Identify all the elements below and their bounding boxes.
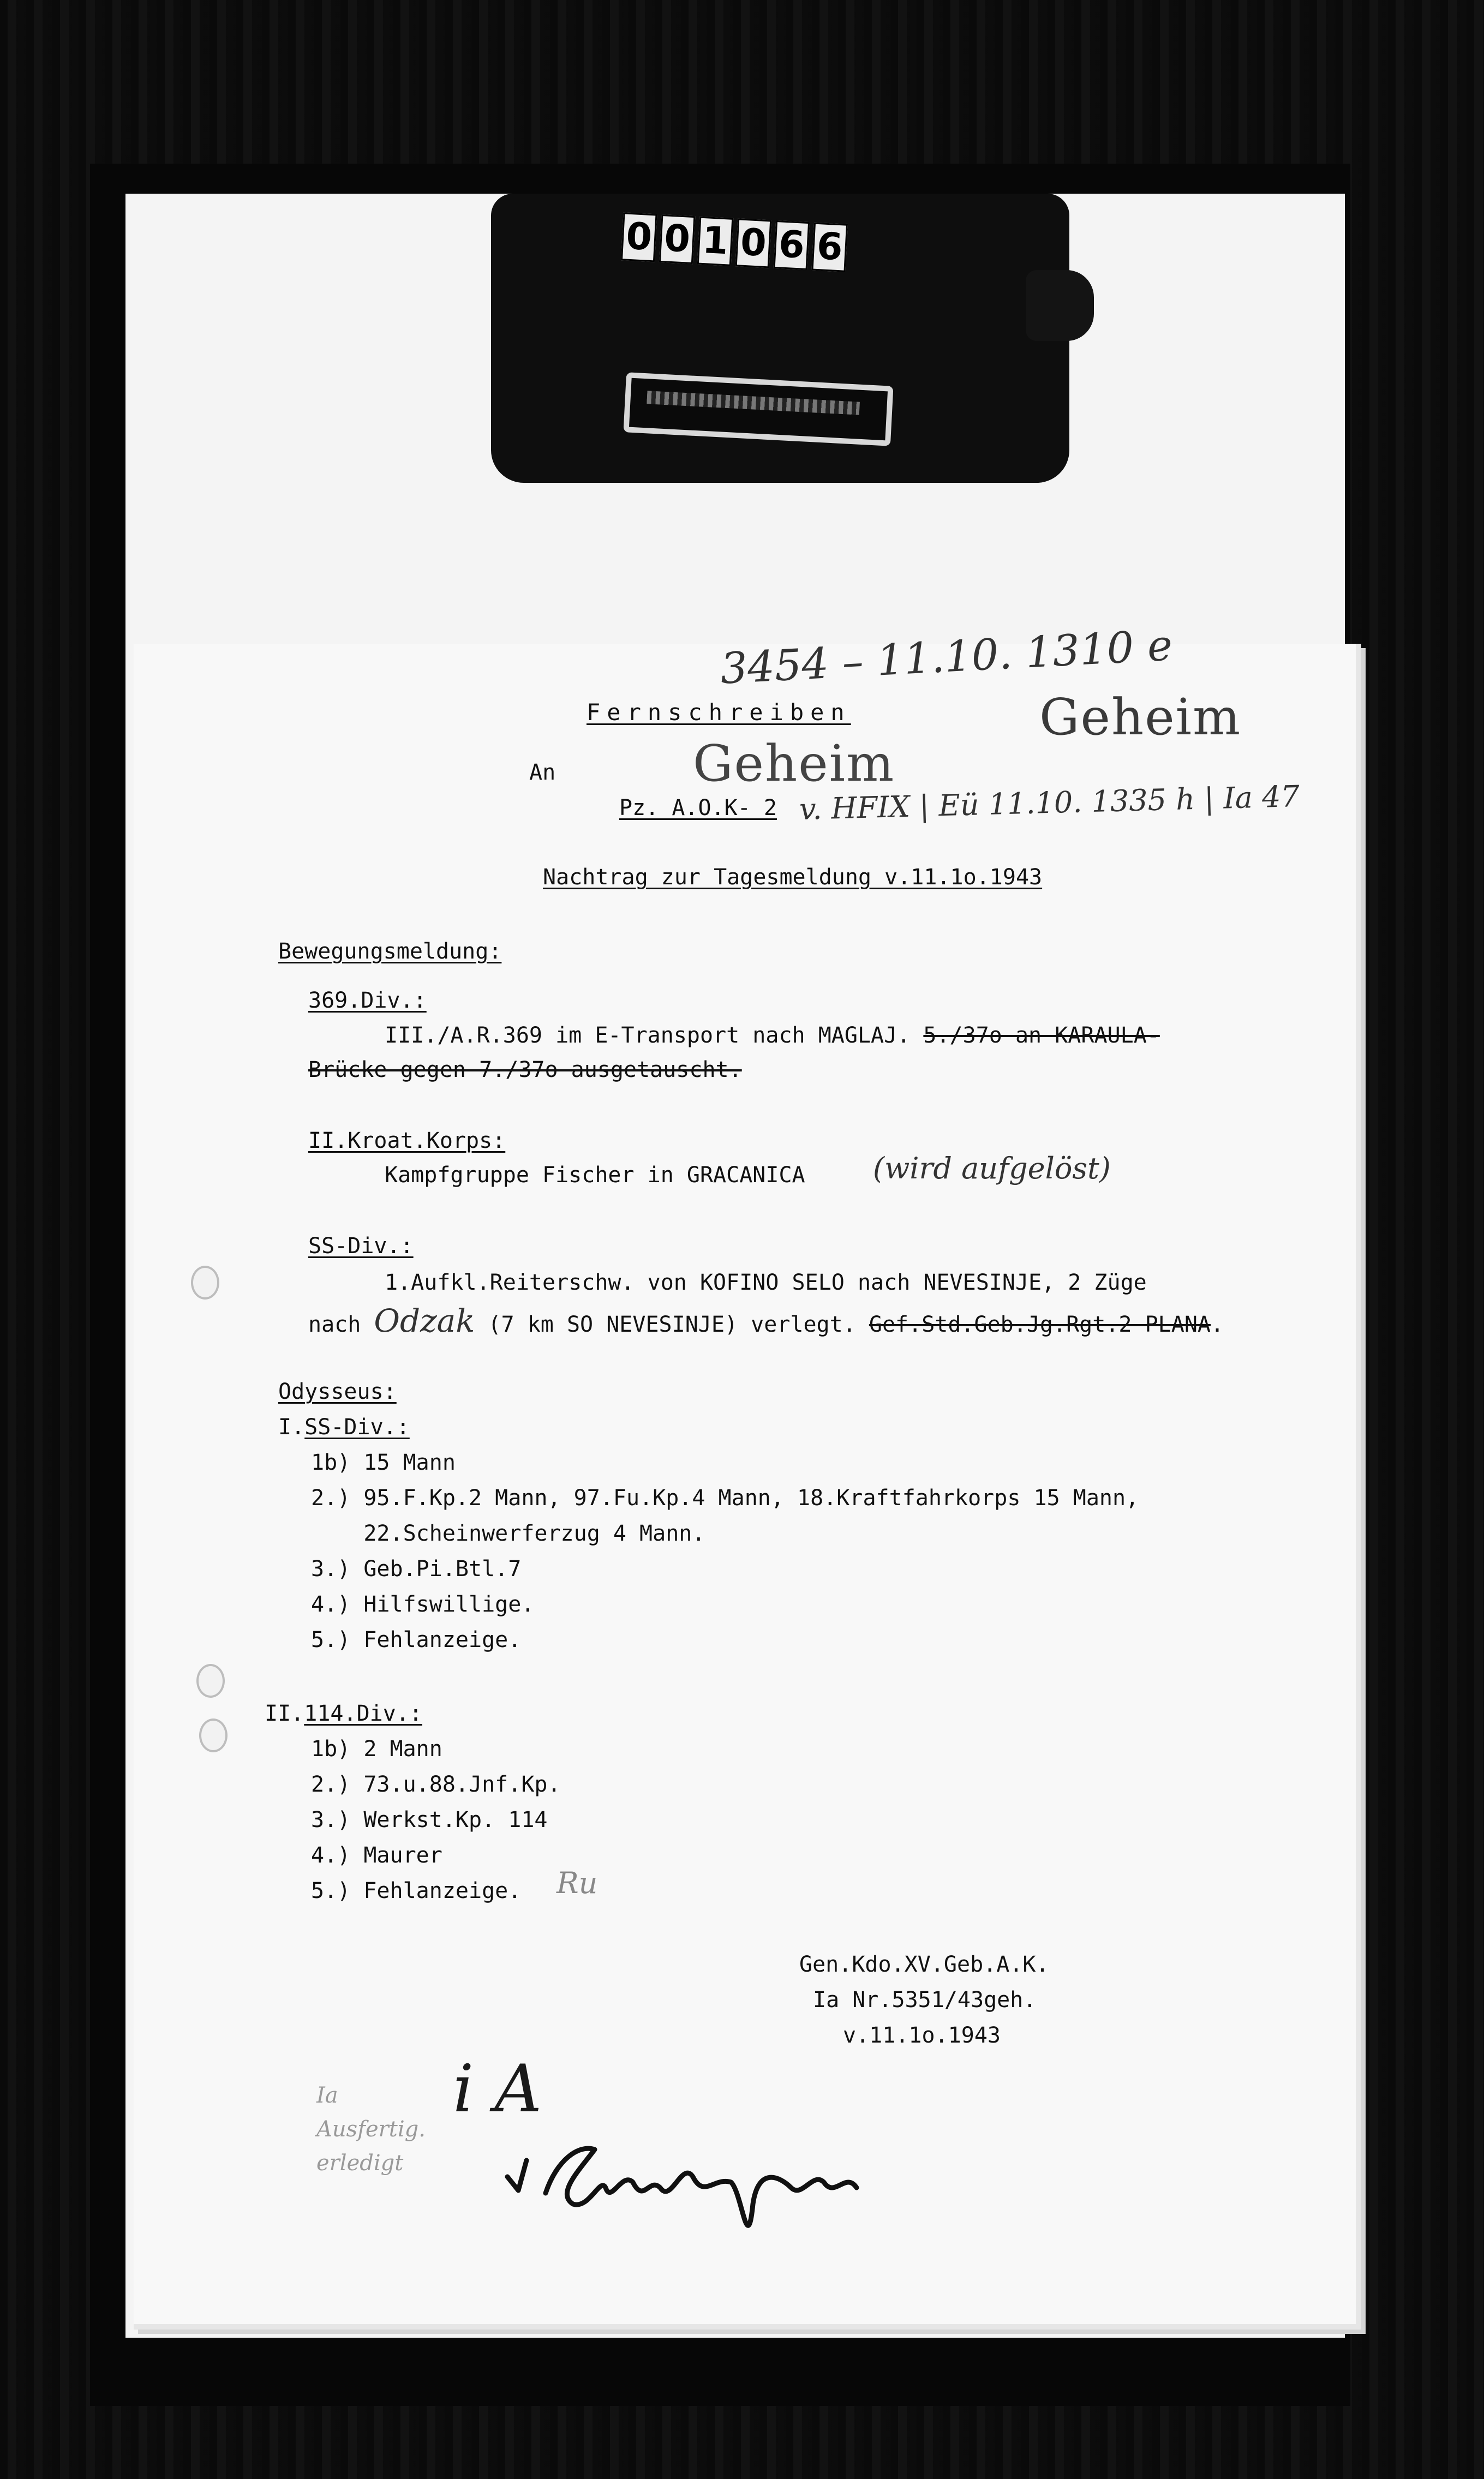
counter-digit: 6 xyxy=(774,220,810,270)
handwritten-ia: i A xyxy=(453,2051,542,2127)
handwritten-initials: Ru xyxy=(556,1866,598,1900)
receipt-note: v. HFIX | Eü 11.10. 1335 h | Ia 47 xyxy=(799,779,1300,827)
report-line: nach Odzak (7 km SO NEVESINJE) verlegt. Gef.Std.Geb.Jg.Rgt.2 PLANA. xyxy=(308,1302,1224,1339)
struck-text: Gef.Std.Geb.Jg.Rgt.2 PLANA xyxy=(869,1312,1211,1337)
margin-note: Ia Ausfertig. erledigt xyxy=(316,2083,426,2176)
list-item: 1b) 15 Mann xyxy=(311,1450,456,1475)
counter-digit: 1 xyxy=(697,217,734,266)
sender-line: Gen.Kdo.XV.Geb.A.K. xyxy=(799,1952,1049,1977)
report-line: 1.Aufkl.Reiterschw. von KOFINO SELO nach NEVESINJE, 2 Züge xyxy=(385,1270,1147,1295)
division-369-heading: 369.Div.: xyxy=(308,988,427,1013)
list-item: 5.) Fehlanzeige. xyxy=(311,1627,522,1652)
subject-line: Nachtrag zur Tagesmeldung v.11.1o.1943 xyxy=(543,865,1043,890)
struck-text: 5./37o an KARAULA- xyxy=(923,1023,1160,1048)
handwritten-place: Odzak xyxy=(374,1302,475,1339)
secret-stamp-center: Geheim xyxy=(693,734,895,793)
handwritten-reference: 3454 – 11.10. 1310 e xyxy=(719,621,1174,694)
report-line: III./A.R.369 im E-Transport nach MAGLAJ. 5./37o an KARAULA- xyxy=(385,1023,1160,1048)
group-heading: II.114.Div.: xyxy=(265,1701,422,1726)
list-item: 4.) Hilfswillige. xyxy=(311,1592,535,1617)
punch-hole xyxy=(196,1664,225,1698)
struck-text: Brücke gegen 7./37o ausgetauscht. xyxy=(308,1057,742,1082)
counter-slot-grille xyxy=(647,391,860,415)
list-item: 3.) Geb.Pi.Btl.7 xyxy=(311,1556,522,1582)
counter-digit: 6 xyxy=(811,223,848,272)
group-heading: I.SS-Div.: xyxy=(278,1415,410,1440)
list-item: 5.) Fehlanzeige. xyxy=(311,1878,522,1903)
recipient: Pz. A.O.K- 2 xyxy=(619,795,777,821)
section-heading-movement: Bewegungsmeldung: xyxy=(278,939,502,964)
recipient-label: An xyxy=(529,760,556,785)
sender-date: v.11.1o.1943 xyxy=(843,2023,1001,2048)
signature xyxy=(496,2095,889,2270)
document-title: Fernschreiben xyxy=(587,699,851,726)
list-item: 2.) 95.F.Kp.2 Mann, 97.Fu.Kp.4 Mann, 18.Kraftfahrkorps 15 Mann, xyxy=(311,1486,1139,1511)
list-item: 3.) Werkst.Kp. 114 xyxy=(311,1807,548,1833)
punch-hole xyxy=(191,1266,219,1300)
handwritten-note: (wird aufgelöst) xyxy=(873,1151,1111,1185)
list-item: 2.) 73.u.88.Jnf.Kp. xyxy=(311,1772,561,1797)
section-heading-odysseus: Odysseus: xyxy=(278,1379,397,1404)
counter-knob xyxy=(1026,270,1094,341)
reference-number: Ia Nr.5351/43geh. xyxy=(813,1987,1037,2013)
list-item: 22.Scheinwerferzug 4 Mann. xyxy=(311,1521,705,1546)
secret-stamp-right: Geheim xyxy=(1039,688,1242,746)
counter-digit: 0 xyxy=(735,218,772,268)
punch-hole xyxy=(199,1718,228,1752)
report-line: Kampfgruppe Fischer in GRACANICA xyxy=(385,1163,818,1188)
counter-digit: 0 xyxy=(621,212,657,262)
ss-division-heading: SS-Div.: xyxy=(308,1233,414,1259)
list-item: 4.) Maurer xyxy=(311,1843,442,1868)
counter-digit: 0 xyxy=(659,214,696,264)
list-item: 1b) 2 Mann xyxy=(311,1737,442,1762)
kroat-korps-heading: II.Kroat.Korps: xyxy=(308,1128,506,1153)
